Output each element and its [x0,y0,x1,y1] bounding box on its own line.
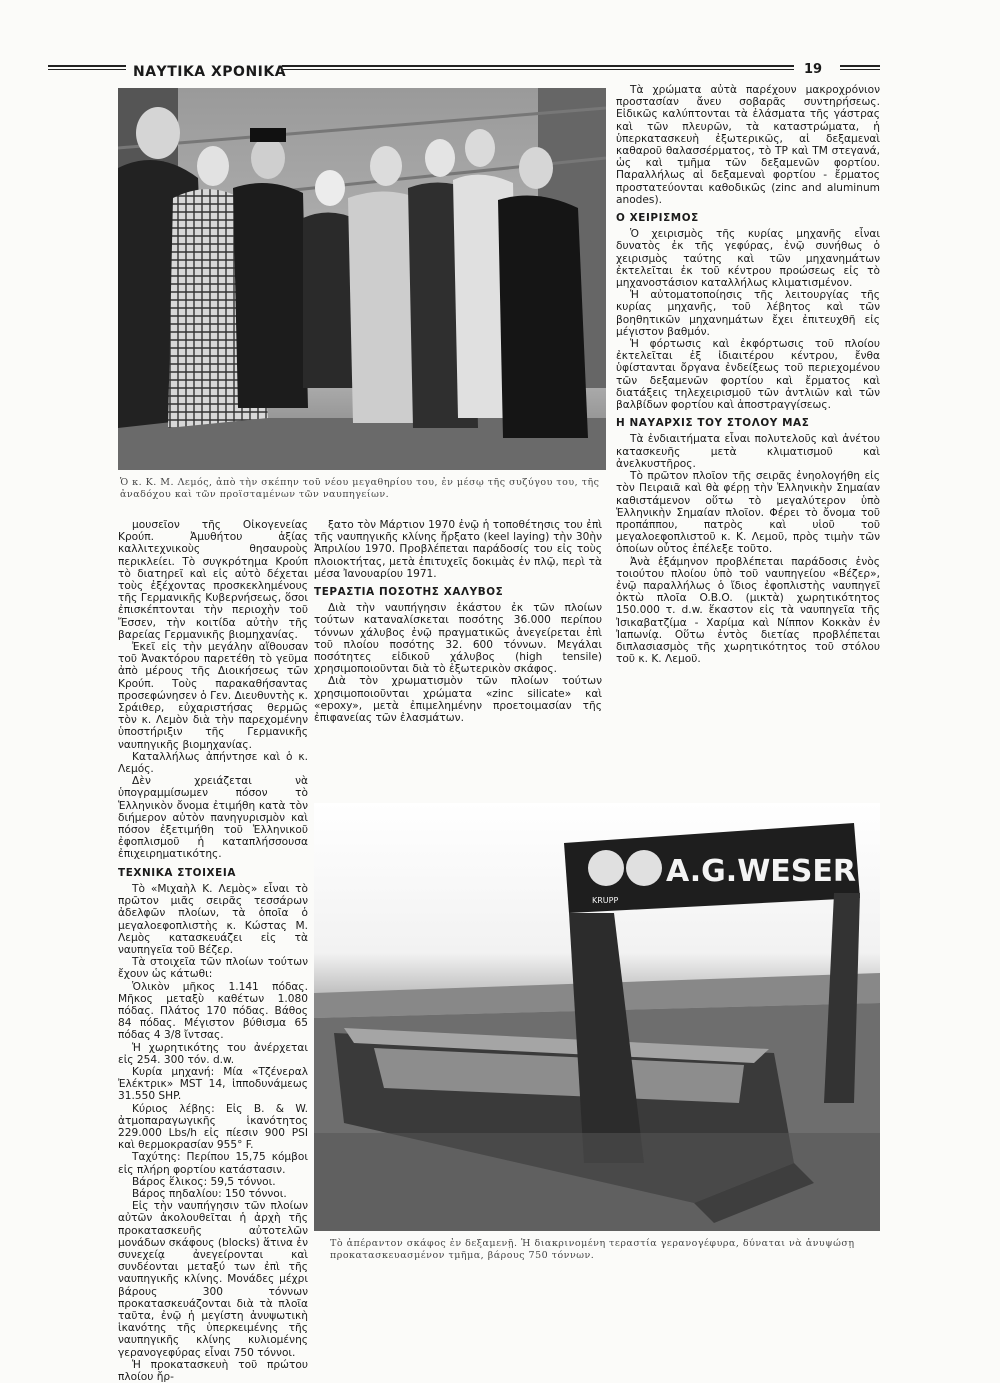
column-right [616,84,880,665]
section-heading-steel: ΤΕΡΑΣΤΙΑ ΠΟΣΟΤΗΣ ΧΑΛΥΒΟΣ [314,586,504,599]
paragraph: Βάρος ἕλικος: 59,5 τόννοι. [132,1175,276,1188]
header-rule-left [48,65,126,70]
paragraph: Εἰς τὴν ναυπήγησιν τῶν πλοίων αὐτῶν ἀκολουθεῖται ἡ ἀρχὴ τῆς προκατασκευῆς αὐτοτελῶν μονάδων σκάφους (blocks) ἅτινα ἐν συνεχείᾳ ἀνεγείρονται καὶ συνδέονται μεταξύ των ἐπὶ τῆς ναυπηγικῆς κλίνης. Μονάδες μέχρι βάρους 300 τόννων προκατασκευάζονται διὰ τὰ πλοῖα ταῦτα, ἐνῷ ἡ μεγίστη ἀνυψωτικὴ ἱκανότης τῆς ὑπερκειμένης τῆς ναυπηγικῆς κλίνης κυλιομένης γερανογεφύρας εἶναι 750 τόννοι. [118,1200,309,1359]
section-heading-control: Ο ΧΕΙΡΙΣΜΟΣ [616,212,699,225]
paragraph: Ἐκεῖ εἰς τὴν μεγάλην αἴθουσαν τοῦ Ἀνακτόρου παρετέθη τὸ γεῦμα ἀπὸ μέρους τῆς Διοικήσεως τῶν Κρούπ. Τοὺς παρακαθήσαντας προσεφώνησεν ὁ Γεν. Διευθυντὴς κ. Σράιθερ, εὐχαριστήσας θερμῶς τὸν κ. Λεμὸν διὰ τὴν παρεχομένην ὑποστήριξιν τῆς Γερμανικῆς ναυπηγικῆς βιομηχανίας. [118,641,308,751]
paragraph: Δὲν χρειάζεται νὰ ὑπογραμμίσωμεν πόσον τὸ Ἑλληνικὸν ὄνομα ἐτιμήθη κατὰ τὸν διήμερον αὐτὸν πανηγυρισμὸν καὶ πόσον ἐξετιμήθη τοῦ Ἑλληνικοῦ ἐφοπλισμοῦ ἡ καταπλήσσουσα ἐπιχειρηματικότης. [118,775,308,861]
paragraph: Τὸ πρῶτον πλοῖον τῆς σειρᾶς ἐνηολογήθη εἰς τὸν Πειραιᾶ καὶ θὰ φέρῃ τὴν Ἑλληνικὴν Σημαίαν καθιστάμενον οὕτω τὸ μεγαλύτερον ὑπὸ Ἑλληνικὴν Σημαίαν πλοῖον. Φέρει τὸ ὄνομα τοῦ προπάππου, πατρὸς καὶ υἱοῦ τοῦ μεγαλοεφοπλιστοῦ κ. Κ. Λεμοῦ, πρὸς τιμὴν τῶν ὁποίων οὗτος ἐπέλεξε τοῦτο. [616,470,880,556]
paragraph: Τὰ ἐνδιαιτήματα εἶναι πολυτελοῦς καὶ ἀνέτου κατασκευῆς μετὰ κλιματισμοῦ καὶ ἀνελκυστῆρος. [616,433,880,470]
paragraph: Τὰ στοιχεῖα τῶν πλοίων τούτων ἔχουν ὡς κάτωθι: [118,956,308,981]
paragraph: Ἡ χωρητικότης του ἀνέρχεται εἰς 254. 300 τόν. d.w. [118,1041,308,1066]
paragraph: Ἡ φόρτωσις καὶ ἐκφόρτωσις τοῦ πλοίου ἐκτελεῖται ἐξ ἰδιαιτέρου κέντρου, ἔνθα ὑφίστανται ὄργανα ἐνδείξεως τοῦ περιεχομένου τῶν δεξαμενῶν φορτίου καὶ ἔρματος καὶ διατάξεις τηλεχειρισμοῦ τῶν ἀντλιῶν καὶ τῶν βαλβίδων φορτίου καὶ ἀποστραγγίσεως. [616,338,880,412]
paragraph: Διὰ τὸν χρωματισμὸν τῶν πλοίων τούτων χρησιμοποιοῦνται χρώματα «zinc silicate» καὶ «epoxy», μετὰ ἐπιμελημένην προετοιμασίαν τῆς ἐπιφανείας τῶν ἐλασμάτων. [314,675,602,725]
header-rule-middle [282,65,794,70]
paragraph: ξατο τὸν Μάρτιον 1970 ἐνῷ ἡ τοποθέτησις του ἐπὶ τῆς ναυπηγικῆς κλίνης ἤρξατο (keel laying) τὴν 30ὴν Ἀπριλίου 1970. Προβλέπεται παράδοσίς του εἰς τοὺς πλοιοκτήτας, μετὰ ἐπιτυχεῖς δοκιμὰς ἐν πλῷ, περὶ τὰ μέσα Ἰανουαρίου 1971. [314,519,602,580]
section-heading-technical: ΤΕΧΝΙΚΑ ΣΤΟΙΧΕΙΑ [118,866,236,879]
group-portrait-image [118,88,606,470]
paragraph: Ταχύτης: Περίπου 15,75 κόμβοι εἰς πλήρη φορτίου κατάστασιν. [118,1151,308,1176]
shipyard-photo [314,803,880,1231]
paragraph: Ὁ χειρισμὸς τῆς κυρίας μηχανῆς εἶναι δυνατὸς ἐκ τῆς γεφύρας, ἐνῷ συνήθως ὁ χειρισμὸς ταύτης καὶ τῶν μηχανημάτων ἐκτελεῖται ἐκ τοῦ κέντρου προώσεως εἰς τὸ μηχανοστάσιον καταλλήλως κλιματισμένον. [616,228,880,290]
paragraph: Τὰ χρώματα αὐτὰ παρέχουν μακροχρόνιον προστασίαν ἄνευ σοβαρᾶς συντηρήσεως. Εἰδικῶς καλύπτονται τὰ ἐλάσματα τῆς γάστρας καὶ τῶν πλευρῶν, τὰ καταστρώματα, ἡ ὑπερκατασκευὴ ἐξωτερικῶς, αἱ δεξαμεναὶ καθαροῦ θαλασσέρματος, τὸ TP καὶ TM στεγανά, ὡς καὶ τμῆμα τῶν δεξαμενῶν φορτίου. Παραλλήλως αἱ δεξαμεναὶ φορτίου - ἔρματος προστατεύονται καθοδικῶς (zinc and aluminum anodes). [616,84,880,206]
paragraph: Ἀνὰ ἑξάμηνον προβλέπεται παράδοσις ἑνὸς τοιούτου πλοίου ὑπὸ τοῦ ναυπηγείου «Βέζερ», ἐνῷ παραλλήλως ὁ ἴδιος ἐφοπλιστὴς ναυπηγεῖ ὀκτὼ πλοῖα O.B.O. (μικτὰ) χωρητικότητος 150.000 τ. d.w. ἕκαστον εἰς τὰ ναυπηγεῖα τῆς Ἰσικαβατζίμα - Χαρίμα καὶ Νίππον Κοκκὰν ἐν Ἰαπωνίᾳ. Οὕτω ἐντὸς διετίας προβλέπεται διπλασιασμὸς τῆς χωρητικότητος τοῦ στόλου τοῦ κ. Κ. Λεμοῦ. [616,555,880,666]
paragraph: Βάρος πηδαλίου: 150 τόννοι. [132,1187,287,1200]
column-middle [314,519,602,724]
shipyard-image [314,803,880,1231]
paragraph: Ὁλικὸν μῆκος 1.141 πόδας. Μῆκος μεταξὺ καθέτων 1.080 πόδας. Πλάτος 170 πόδας. Βάθος 84 πόδας. Μέγιστον βύθισμα 65 πόδας 4 3/8 ἴντσας. [118,980,308,1042]
paragraph: Κυρία μηχανή: Μία «Τζένεραλ Ἐλέκτρικ» MST 14, ἱπποδυνάμεως 31.550 SHP. [118,1065,308,1103]
paragraph: Διὰ τὴν ναυπήγησιν ἑκάστου ἐκ τῶν πλοίων τούτων καταναλίσκεται ποσότης 36.000 περίπου τόννων χάλυβος ἐνῷ πραγματικῶς ἀνεγείρεται ἐπὶ τοῦ πλοίου ποσότης 32. 600 τόννων. Μεγάλαι ποσότητες εἰδικοῦ χάλυβος (high tensile) χρησιμοποιοῦνται διὰ τὸ ἐξωτερικὸν σκάφος. [314,602,602,676]
paragraph: Ἡ προκατασκευὴ τοῦ πρώτου πλοίου ἤρ- [118,1358,308,1383]
section-heading-flagship: Η ΝΑΥΑΡΧΙΣ ΤΟΥ ΣΤΟΛΟΥ ΜΑΣ [616,417,810,430]
krupp-logo-text: KRUPP [592,896,619,905]
paragraph: μουσεῖον τῆς Οἰκογενείας Κρούπ. Ἀμυθήτου ἀξίας καλλιτεχνικοὺς θησαυροὺς περικλείει. Τὸ συγκρότημα Κρούπ τὸ διατηρεῖ καὶ εἰς αὐτὸ δέχεται τοὺς ἐξέχοντας προσκεκλημένους τῆς Γερμανικῆς Κυβερνήσεως, ὅσοι ἐπισκέπτονται τὴν περιοχὴν τοῦ Ἔσσεν, τὴν κοιτίδα αὐτὴν τῆς βαρείας Γερμανικῆς βιομηχανίας. [118,519,308,641]
magazine-title: ΝΑΥΤΙΚΑ ΧΡΟΝΙΚΑ [133,64,287,80]
group-portrait-photo [118,88,606,470]
paragraph: Καταλλήλως ἀπήντησε καὶ ὁ κ. Λεμός. [118,750,308,776]
page-number: 19 [804,62,823,77]
shipyard-caption: Τὸ ἀπέραντον σκάφος ἐν δεξαμενῇ. Ἡ διακρινομένη τεραστία γερανογέφυρα, δύναται νὰ ἀνυψώσῃ προκατασκευασμένον τμῆμα, βάρους 750 τόννων. [330,1238,855,1261]
column-left [118,519,308,1383]
paragraph: Κύριος λέβης: Εἰς B. & W. ἀτμοπαραγωγικῆς ἱκανότητος 229.000 Lbs/h εἰς πίεσιν 900 PSI καὶ θερμοκρασίαν 955° F. [118,1102,308,1152]
group-portrait-caption: Ὁ κ. Κ. Μ. Λεμός, ἀπὸ τὴν σκέπην τοῦ νέου μεγαθηρίου του, ἐν μέσῳ τῆς συζύγου του, τῆς ἀναδόχου καὶ τῶν προϊσταμένων τῶν ναυπηγείων. [120,477,600,500]
header-rule-right [840,65,880,70]
crane-lettering: A.G.WESER [666,854,856,889]
paragraph: Ἡ αὐτοματοποίησις τῆς λειτουργίας τῆς κυρίας μηχανῆς, τοῦ λέβητος καὶ τῶν βοηθητικῶν μηχανημάτων ἔχει ἐπιτευχθῆ εἰς μέγιστον βαθμόν. [616,289,880,338]
paragraph: Τὸ «Μιχαὴλ Κ. Λεμὸς» εἶναι τὸ πρῶτον μιᾶς σειρᾶς τεσσάρων ἀδελφῶν πλοίων, τὰ ὁποῖα ὁ μεγαλοεφοπλιστὴς κ. Κώστας Μ. Λεμὸς κατασκευάζει εἰς τὰ ναυπηγεῖα τοῦ Βέζερ. [118,882,308,956]
